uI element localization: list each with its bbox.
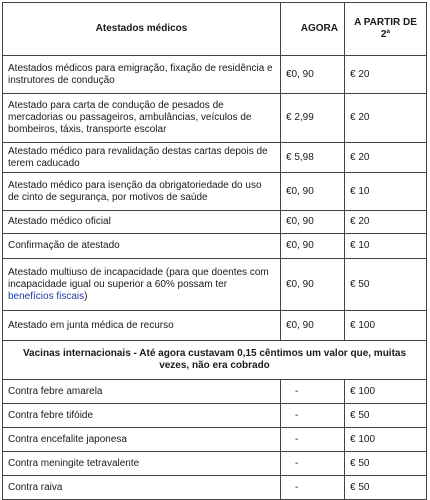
row-from: € 20 xyxy=(345,94,427,143)
row-now: € 5,98 xyxy=(281,143,345,173)
fee-table xyxy=(2,2,427,500)
row-now: € 2,99 xyxy=(281,94,345,143)
table-row xyxy=(3,173,427,211)
table-row xyxy=(3,380,427,404)
row-now: €0, 90 xyxy=(281,56,345,94)
header-now: AGORA xyxy=(281,3,345,56)
table-row xyxy=(3,311,427,341)
row-label: Atestado médico para isenção da obrigatoriedade do uso de cinto de segurança, por motivos de saúde xyxy=(3,173,281,211)
vaccine-now: - xyxy=(281,380,345,404)
row-label: Atestado médico oficial xyxy=(3,211,281,234)
header-certificates: Atestados médicos xyxy=(3,3,281,56)
table-row xyxy=(3,259,427,311)
vaccine-now: - xyxy=(281,428,345,452)
row-from: € 100 xyxy=(345,311,427,341)
row-label: Atestado para carta de condução de pesados de mercadorias ou passageiros, ambulâncias, veículos de bombeiros, táxis, transporte escolar xyxy=(3,94,281,143)
vaccine-from: € 100 xyxy=(345,428,427,452)
vaccine-label: Contra febre amarela xyxy=(3,380,281,404)
vaccine-label: Contra raiva xyxy=(3,476,281,500)
vaccine-label: Contra febre tifóide xyxy=(3,404,281,428)
row-label: Atestados médicos para emigração, fixação de residência e instrutores de condução xyxy=(3,56,281,94)
row-now: €0, 90 xyxy=(281,234,345,259)
row-now: €0, 90 xyxy=(281,311,345,341)
row-now: €0, 90 xyxy=(281,173,345,211)
row-from: € 20 xyxy=(345,143,427,173)
table-row xyxy=(3,428,427,452)
tax-benefits-link[interactable]: benefícios fiscais xyxy=(8,290,85,302)
table-row xyxy=(3,452,427,476)
section-header-row xyxy=(3,341,427,380)
vaccine-now: - xyxy=(281,404,345,428)
section-title: Vacinas internacionais - Até agora custavam 0,15 cêntimos um valor que, muitas vezes, não era cobrado xyxy=(3,341,427,380)
row-now: €0, 90 xyxy=(281,259,345,311)
table-row xyxy=(3,476,427,500)
row-label-text: Atestado multiuso de incapacidade (para que doentes com incapacidade igual ou superior a 60% possam ter xyxy=(8,266,269,290)
row-label: Atestado em junta médica de recurso xyxy=(3,311,281,341)
row-from: € 10 xyxy=(345,234,427,259)
table-row xyxy=(3,56,427,94)
row-label: Confirmação de atestado xyxy=(3,234,281,259)
row-label-text-end: ) xyxy=(84,290,88,302)
row-from: € 10 xyxy=(345,173,427,211)
table-row xyxy=(3,143,427,173)
table-row xyxy=(3,211,427,234)
vaccine-now: - xyxy=(281,452,345,476)
row-from: € 20 xyxy=(345,56,427,94)
row-from: € 20 xyxy=(345,211,427,234)
vaccine-from: € 100 xyxy=(345,380,427,404)
table-row xyxy=(3,234,427,259)
vaccine-from: € 50 xyxy=(345,476,427,500)
table-row xyxy=(3,404,427,428)
header-row xyxy=(3,3,427,56)
header-from-line2: 2ª xyxy=(380,29,391,40)
vaccine-now: - xyxy=(281,476,345,500)
vaccine-from: € 50 xyxy=(345,452,427,476)
vaccine-label: Contra encefalite japonesa xyxy=(3,428,281,452)
row-label: Atestado médico para revalidação destas cartas depois de terem caducado xyxy=(3,143,281,173)
row-now: €0, 90 xyxy=(281,211,345,234)
vaccine-label: Contra meningite tetravalente xyxy=(3,452,281,476)
fee-table-container xyxy=(2,2,426,500)
header-from-line1: A PARTIR DE xyxy=(354,17,417,28)
vaccine-from: € 50 xyxy=(345,404,427,428)
header-from xyxy=(345,3,427,56)
table-row xyxy=(3,94,427,143)
row-from: € 50 xyxy=(345,259,427,311)
row-label xyxy=(3,259,281,311)
